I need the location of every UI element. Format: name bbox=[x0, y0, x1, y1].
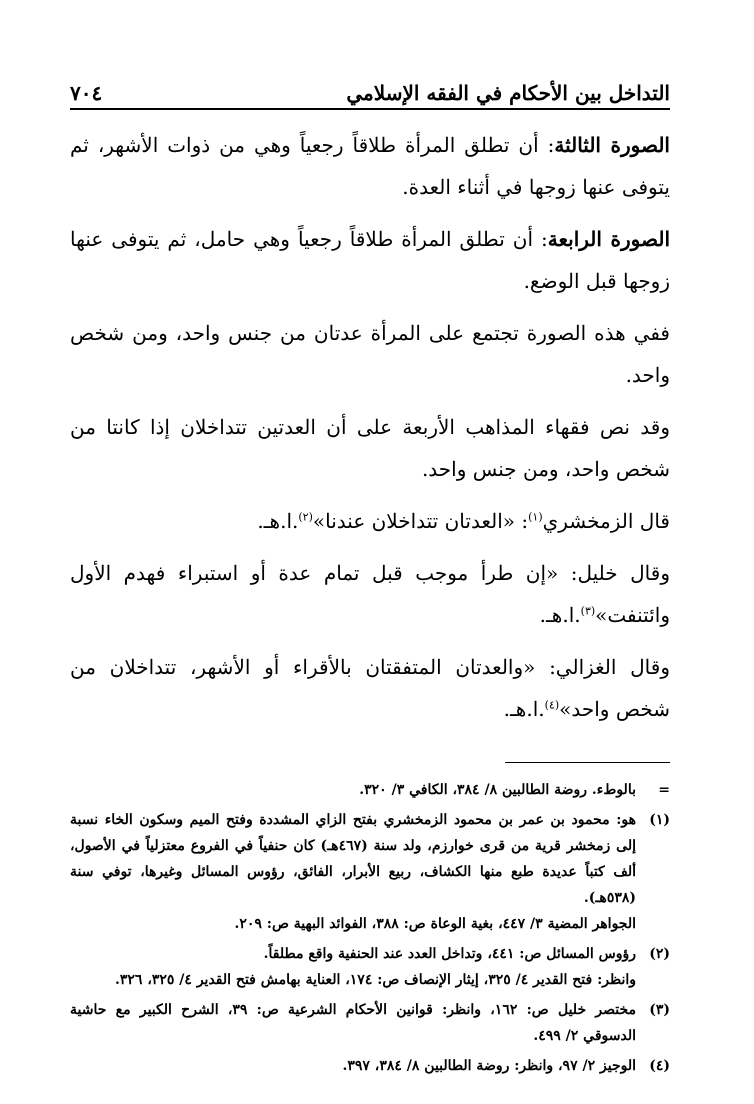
paragraph bbox=[70, 218, 670, 302]
paragraph-label: الصورة الرابعة bbox=[547, 227, 671, 251]
footnote bbox=[70, 1053, 670, 1079]
quote-text: : «العدتان تتداخلان عندنا» bbox=[312, 509, 529, 533]
running-header bbox=[70, 78, 670, 110]
paragraph-text: ففي هذه الصورة تجتمع على المرأة عدتان من جنس واحد، ومن شخص واحد. bbox=[70, 321, 670, 387]
paragraph-label: الصورة الثالثة bbox=[554, 133, 670, 157]
quote-text: وقال خليل: «إن طرأ موجب قبل تمام عدة أو استبراء فهدم الأول وائتنفت» bbox=[70, 561, 670, 627]
footnote-line: الوجيز ٢/ ٩٧، وانظر: روضة الطالبين ٨/ ٣٨٤، ٣٩٧. bbox=[342, 1058, 636, 1074]
quote-zamakhshari bbox=[70, 500, 670, 542]
footnote-line: بالوطء. روضة الطالبين ٨/ ٣٨٤، الكافي ٣/ ٣٢٠. bbox=[359, 782, 636, 798]
footnote-mark: (٣) bbox=[649, 1002, 670, 1018]
quote-text: وقال الغزالي: «والعدتان المتفقتان بالأقراء أو الأشهر، تتداخلان من شخص واحد» bbox=[70, 655, 670, 721]
footnote-ref[interactable]: (١) bbox=[528, 510, 543, 524]
footnote-ref[interactable]: (٤) bbox=[544, 698, 560, 712]
footnote-line: مختصر خليل ص: ١٦٢، وانظر: قوانين الأحكام الشرعية ص: ٣٩، الشرح الكبير مع حاشية الدسوقي ٢/ ٤٩٩. bbox=[70, 1002, 636, 1044]
paragraph-text: : أن تطلق المرأة طلاقاً رجعياً وهي حامل، ثم يتوفى عنها زوجها قبل الوضع. bbox=[70, 227, 670, 293]
footnotes bbox=[70, 777, 670, 1079]
quote-end: .ا.هـ. bbox=[503, 697, 545, 721]
paragraph bbox=[70, 406, 670, 490]
footnote-separator bbox=[505, 762, 670, 763]
paragraph bbox=[70, 124, 670, 208]
footnote bbox=[70, 807, 670, 937]
page bbox=[70, 78, 670, 1083]
footnote-mark: = bbox=[658, 782, 670, 798]
footnote-ref[interactable]: (٢) bbox=[298, 510, 313, 524]
paragraph-text: : أن تطلق المرأة طلاقاً رجعياً وهي من ذوات الأشهر، ثم يتوفى عنها زوجها في أثناء العدة. bbox=[70, 133, 670, 199]
quote-end: .ا.هـ. bbox=[257, 509, 299, 533]
footnote-mark: (٤) bbox=[649, 1058, 670, 1074]
footnote-line: الجواهر المضية ٣/ ٤٤٧، بغية الوعاة ص: ٣٨٨، الفوائد البهية ص: ٢٠٩. bbox=[234, 916, 636, 932]
footnote-line: رؤوس المسائل ص: ٤٤١، وتداخل العدد عند الحنفية واقع مطلقاً. bbox=[263, 946, 636, 962]
footnote-mark: (٢) bbox=[649, 946, 670, 962]
footnote bbox=[70, 997, 670, 1049]
footnote bbox=[70, 777, 670, 803]
footnote-line: وانظر: فتح القدير ٤/ ٣٢٥، إيثار الإنصاف ص: ١٧٤، العناية بهامش فتح القدير ٤/ ٣٢٥، ٣٢٦. bbox=[115, 972, 636, 988]
quote-ghazali bbox=[70, 646, 670, 730]
quote-end: .ا.هـ. bbox=[539, 603, 581, 627]
quote-khalil bbox=[70, 552, 670, 636]
footnote-line: هو: محمود بن عمر بن محمود الزمخشري بفتح الزاي المشددة وفتح الميم وسكون الخاء نسبة إلى زمخشر قرية من قرى خوارزم، ولد سنة (٤٦٧هـ) كان حنفياً في الفروع معتزلياً في الأصول، ألف كتباً عديدة طبع منها الكشاف، ربيع الأبرار، الفائق، رؤوس المسائل وغيرها، توفي سنة (٥٣٨هـ). bbox=[70, 812, 636, 906]
page-number: ٧٠٤ bbox=[70, 81, 103, 105]
paragraph-text: وقد نص فقهاء المذاهب الأربعة على أن العدتين تتداخلان إذا كانتا من شخص واحد، ومن جنس واحد. bbox=[70, 415, 670, 481]
footnote-ref[interactable]: (٣) bbox=[580, 604, 596, 618]
header-title: التداخل بين الأحكام في الفقه الإسلامي bbox=[346, 81, 670, 105]
main-text bbox=[70, 124, 670, 730]
footnote-mark: (١) bbox=[649, 812, 670, 828]
footnote bbox=[70, 941, 670, 993]
paragraph bbox=[70, 312, 670, 396]
quote-text: قال الزمخشري bbox=[542, 509, 670, 533]
